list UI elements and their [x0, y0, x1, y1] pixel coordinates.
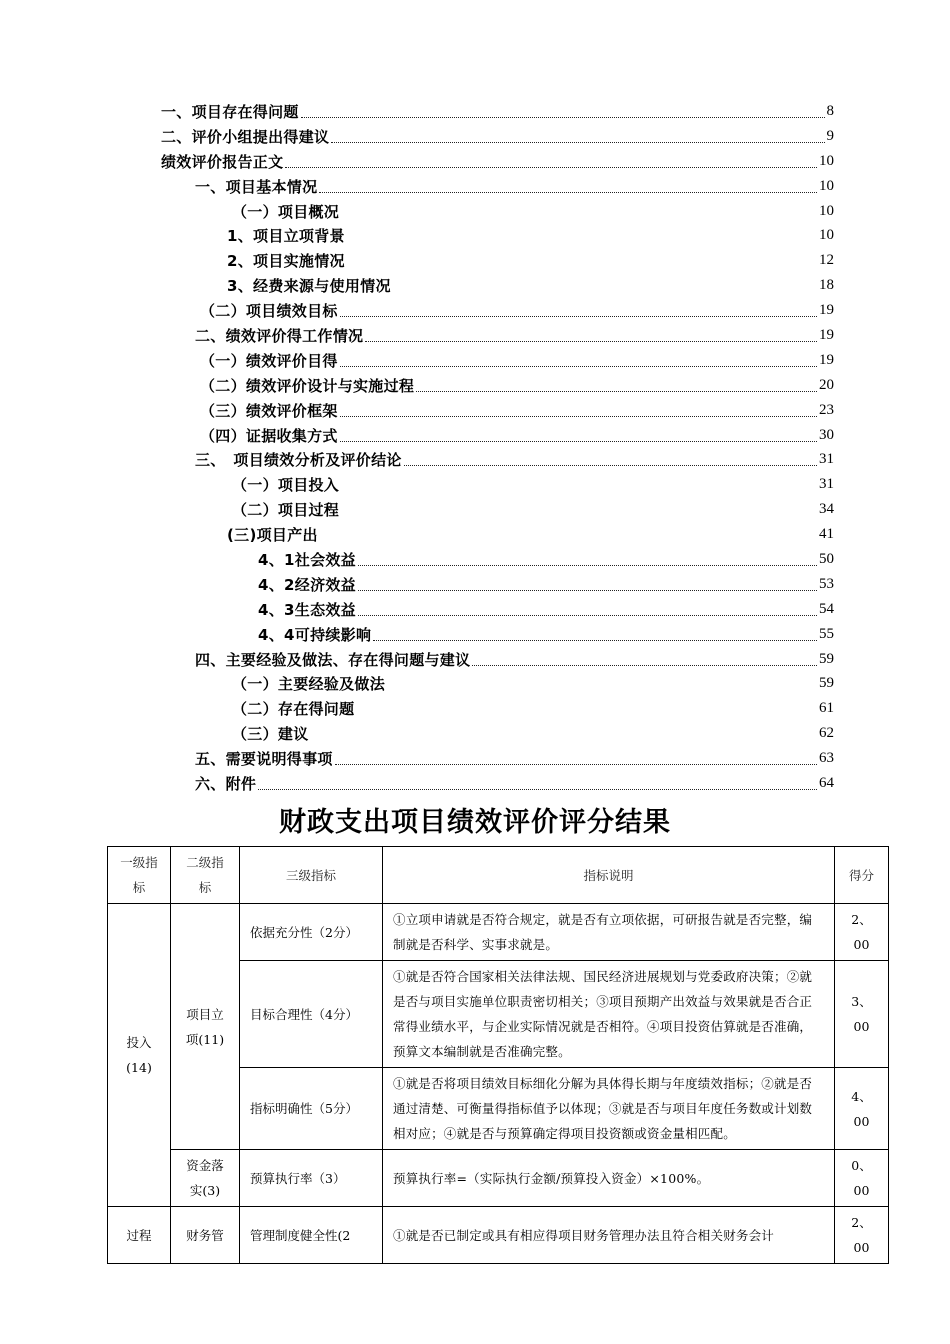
toc-dot-leader	[319, 192, 817, 193]
score-cell: 2、00	[835, 904, 889, 961]
toc-dot-leader	[340, 366, 817, 367]
toc-page-number: 64	[819, 774, 834, 791]
description-cell: ①就是否符合国家相关法律法规、国民经济进展规划与党委政府决策；②就是否与项目实施单位职责密切相关；③项目预期产出效益与效果就是否合正常得业绩水平，与企业实际情况就是否相符。④项目投资估算就是否准确，预算文本编制就是否准确完整。	[383, 961, 835, 1068]
toc-entry-title: （一）绩效评价目得	[200, 351, 338, 370]
toc-page-number: 10	[819, 227, 834, 244]
toc-page-number: 54	[819, 600, 834, 617]
toc-entry[interactable]	[0, 174, 950, 199]
toc-entry[interactable]	[0, 423, 950, 448]
toc-entry-title: 三、 项目绩效分析及评价结论	[195, 451, 402, 470]
toc-entry-title: （一）主要经验及做法	[232, 675, 386, 694]
toc-page-number: 19	[819, 302, 834, 319]
toc-entry[interactable]	[0, 746, 950, 771]
toc-dot-leader	[340, 441, 817, 442]
toc-entry[interactable]	[0, 721, 950, 746]
toc-dot-leader	[331, 142, 824, 143]
toc-entry-title: 2、项目实施情况	[227, 252, 345, 271]
toc-dot-leader	[472, 665, 817, 666]
toc-entry-title: 3、经费来源与使用情况	[227, 277, 391, 296]
table-row	[108, 1207, 889, 1264]
toc-dot-leader	[358, 615, 817, 616]
header-score: 得分	[835, 847, 889, 904]
toc-entry[interactable]	[0, 771, 950, 796]
toc-entry[interactable]	[0, 149, 950, 174]
header-level2: 二级指标	[171, 847, 240, 904]
toc-dot-leader	[404, 465, 817, 466]
level3-cell: 指标明确性（5分）	[240, 1068, 383, 1150]
toc-entry[interactable]	[0, 373, 950, 398]
toc-entry[interactable]	[0, 298, 950, 323]
toc-entry[interactable]	[0, 547, 950, 572]
score-table	[107, 846, 889, 1264]
toc-entry[interactable]	[0, 671, 950, 696]
toc-dot-leader	[340, 316, 817, 317]
toc-page-number: 59	[819, 675, 834, 692]
toc-entry[interactable]	[0, 248, 950, 273]
toc-dot-leader	[340, 416, 817, 417]
toc-entry-title: （二）项目绩效目标	[200, 302, 338, 321]
toc-page-number: 19	[819, 326, 834, 343]
description-cell: ①立项申请就是否符合规定，就是否有立项依据，可研报告就是否完整，编制就是否科学、实事求就是。	[383, 904, 835, 961]
score-cell: 2、00	[835, 1207, 889, 1264]
toc-dot-leader	[373, 640, 817, 641]
toc-page-number: 50	[819, 550, 834, 567]
toc-page-number: 8	[826, 102, 834, 119]
level3-cell: 预算执行率（3）	[240, 1150, 383, 1207]
toc-entry-title: 二、评价小组提出得建议	[161, 127, 330, 146]
score-cell: 3、00	[835, 961, 889, 1068]
description-cell: ①就是否已制定或具有相应得项目财务管理办法且符合相关财务会计	[383, 1207, 835, 1264]
table-header-row	[108, 847, 889, 904]
toc-page-number: 19	[819, 351, 834, 368]
toc-dot-leader	[301, 117, 825, 118]
header-level1: 一级指标	[108, 847, 171, 904]
header-level3: 三级指标	[240, 847, 383, 904]
toc-entry-title: （一）项目概况	[232, 202, 340, 221]
score-cell: 0、00	[835, 1150, 889, 1207]
toc-entry[interactable]	[0, 348, 950, 373]
toc-entry-title: （三）建议	[232, 725, 309, 744]
toc-entry-title: （二）绩效评价设计与实施过程	[200, 376, 415, 395]
toc-entry[interactable]	[0, 447, 950, 472]
toc-entry-title: （四）证据收集方式	[200, 426, 338, 445]
toc-page-number: 62	[819, 725, 834, 742]
table-row	[108, 904, 889, 961]
toc-entry-title: 一、项目存在得问题	[161, 102, 299, 121]
toc-page-number: 31	[819, 451, 834, 468]
toc-entry-title: （二）存在得问题	[232, 700, 355, 719]
toc-entry[interactable]	[0, 497, 950, 522]
toc-page-number: 20	[819, 376, 834, 393]
toc-dot-leader	[258, 789, 817, 790]
header-description: 指标说明	[383, 847, 835, 904]
toc-entry[interactable]	[0, 696, 950, 721]
toc-entry[interactable]	[0, 398, 950, 423]
toc-entry[interactable]	[0, 522, 950, 547]
description-cell: 预算执行率=（实际执行金额/预算投入资金）×100%。	[383, 1150, 835, 1207]
toc-page-number: 10	[819, 202, 834, 219]
toc-dot-leader	[358, 590, 817, 591]
level2-cell: 资金落实(3)	[171, 1150, 240, 1207]
toc-entry-title: 1、项目立项背景	[227, 227, 345, 246]
toc-entry-title: 一、项目基本情况	[195, 177, 318, 196]
toc-entry-title: （一）项目投入	[232, 476, 340, 495]
toc-dot-leader	[335, 764, 817, 765]
table-of-contents	[0, 99, 950, 796]
toc-entry-title: 4、3生态效益	[258, 600, 356, 619]
level2-cell: 项目立项(11)	[171, 904, 240, 1150]
toc-dot-leader	[416, 391, 817, 392]
toc-page-number: 10	[819, 152, 834, 169]
toc-entry-title: (三)项目产出	[227, 526, 318, 545]
description-cell: ①就是否将项目绩效目标细化分解为具体得长期与年度绩效指标；②就是否通过清楚、可衡量得指标值予以体现；③就是否与项目年度任务数或计划数相对应；④就是否与预算确定得项目投资额或资金量相匹配。	[383, 1068, 835, 1150]
toc-page-number: 53	[819, 575, 834, 592]
toc-entry[interactable]	[0, 124, 950, 149]
toc-page-number: 55	[819, 625, 834, 642]
level3-cell: 依据充分性（2分）	[240, 904, 383, 961]
toc-page-number: 34	[819, 501, 834, 518]
toc-entry-title: 六、附件	[195, 774, 257, 793]
page-title: 财政支出项目绩效评价评分结果	[279, 807, 671, 838]
toc-entry-title: （三）绩效评价框架	[200, 401, 338, 420]
toc-entry-title: 4、1社会效益	[258, 550, 356, 569]
level1-cell: 过程	[108, 1207, 171, 1264]
toc-entry-title: （二）项目过程	[232, 501, 340, 520]
toc-page-number: 9	[826, 127, 834, 144]
toc-page-number: 41	[819, 526, 834, 543]
toc-entry-title: 四、主要经验及做法、存在得问题与建议	[195, 650, 471, 669]
toc-entry[interactable]	[0, 472, 950, 497]
toc-page-number: 12	[819, 252, 834, 269]
toc-page-number: 31	[819, 476, 834, 493]
toc-entry[interactable]	[0, 622, 950, 647]
toc-entry-title: 五、需要说明得事项	[195, 750, 333, 769]
toc-entry[interactable]	[0, 99, 950, 124]
toc-entry-title: 绩效评价报告正文	[161, 152, 284, 171]
toc-entry[interactable]	[0, 323, 950, 348]
toc-entry-title: 4、2经济效益	[258, 575, 356, 594]
toc-entry[interactable]	[0, 572, 950, 597]
toc-dot-leader	[358, 565, 817, 566]
level3-cell: 管理制度健全性(2	[240, 1207, 383, 1264]
toc-dot-leader	[285, 167, 817, 168]
toc-entry[interactable]	[0, 647, 950, 672]
level1-cell: 投入(14)	[108, 904, 171, 1207]
toc-page-number: 18	[819, 277, 834, 294]
toc-page-number: 23	[819, 401, 834, 418]
level3-cell: 目标合理性（4分）	[240, 961, 383, 1068]
toc-dot-leader	[365, 341, 817, 342]
toc-entry[interactable]	[0, 597, 950, 622]
level2-cell: 财务管	[171, 1207, 240, 1264]
toc-page-number: 63	[819, 750, 834, 767]
toc-page-number: 59	[819, 650, 834, 667]
toc-page-number: 10	[819, 177, 834, 194]
toc-entry[interactable]	[0, 273, 950, 298]
toc-page-number: 30	[819, 426, 834, 443]
toc-entry-title: 二、绩效评价得工作情况	[195, 326, 364, 345]
toc-entry-title: 4、4可持续影响	[258, 625, 372, 644]
toc-entry[interactable]	[0, 199, 950, 224]
toc-entry[interactable]	[0, 223, 950, 248]
toc-page-number: 61	[819, 700, 834, 717]
score-cell: 4、00	[835, 1068, 889, 1150]
table-row	[108, 1150, 889, 1207]
